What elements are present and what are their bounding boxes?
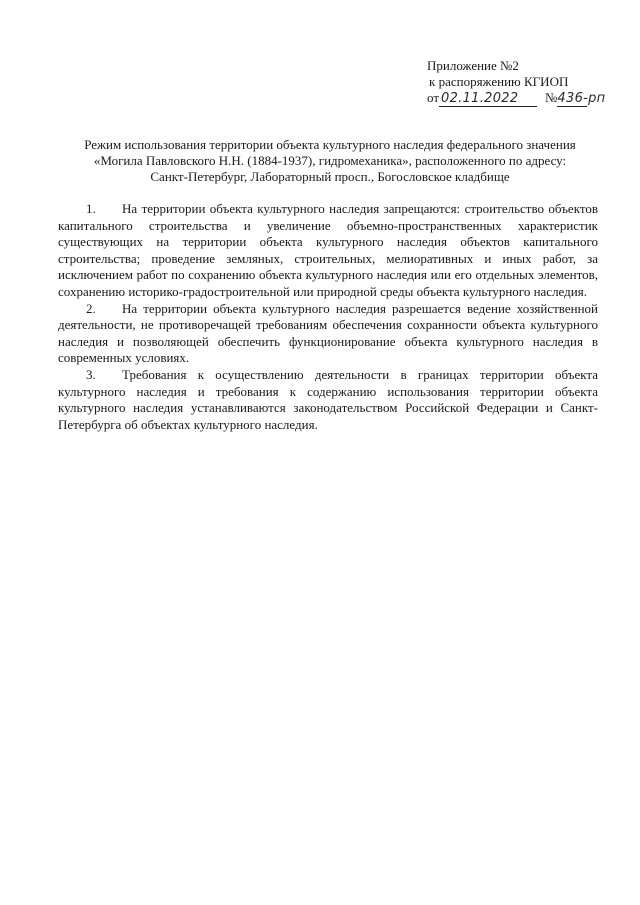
title-line-2: «Могила Павловского Н.Н. (1884-1937), гидромеханика», расположенного по адресу: <box>93 153 567 168</box>
number-prefix: № <box>545 90 558 105</box>
appendix-date-number-line <box>427 90 617 107</box>
paragraph-text: На территории объекта культурного наследия запрещаются: строительство объектов капитального строительства и увеличение объемно-пространственных характеристик существующих на территории объекта культурного наследия объектов капитального строительства; проведение земляных, строительных, мелиоративных и иных работ, за исключением работ по сохранению объекта культурного наследия или его отдельных элементов, сохранению историко-градостроительной или природной среды объекта культурного наследия. <box>58 201 598 299</box>
paragraph-text: Требования к осуществлению деятельности в границах территории объекта культурного наследия и требования к содержанию использования территории объекта культурного наследия устанавливаются законодательством Российской Федерации и Санкт-Петербурга об объектах культурного наследия. <box>58 366 598 432</box>
handwritten-date: 02.11.2022 <box>439 92 537 107</box>
appendix-header <box>427 58 617 107</box>
paragraph-2 <box>58 301 598 367</box>
document-title <box>60 137 600 185</box>
paragraph-text: На территории объекта культурного наследия разрешается ведение хозяйственной деятельности, не противоречащей требованиям обеспечения сохранности объекта культурного наследия и позволяющей обеспечить функционирование объекта культурного наследия в современных условиях. <box>58 300 598 366</box>
title-line-3: Санкт-Петербург, Лабораторный просп., Богословское кладбище <box>150 169 510 184</box>
paragraph-3 <box>58 367 598 433</box>
paragraph-number: 1. <box>86 201 96 216</box>
title-line-1: Режим использования территории объекта культурного наследия федерального значения <box>84 137 576 152</box>
paragraph-1 <box>58 201 598 301</box>
date-prefix: от <box>427 90 440 105</box>
appendix-order-ref: к распоряжению КГИОП <box>429 74 569 89</box>
appendix-label: Приложение №2 <box>427 58 519 73</box>
handwritten-number: 436-рп <box>557 91 606 106</box>
paragraph-number: 2. <box>86 300 96 316</box>
document-body <box>58 201 598 433</box>
paragraph-number: 3. <box>86 366 96 382</box>
